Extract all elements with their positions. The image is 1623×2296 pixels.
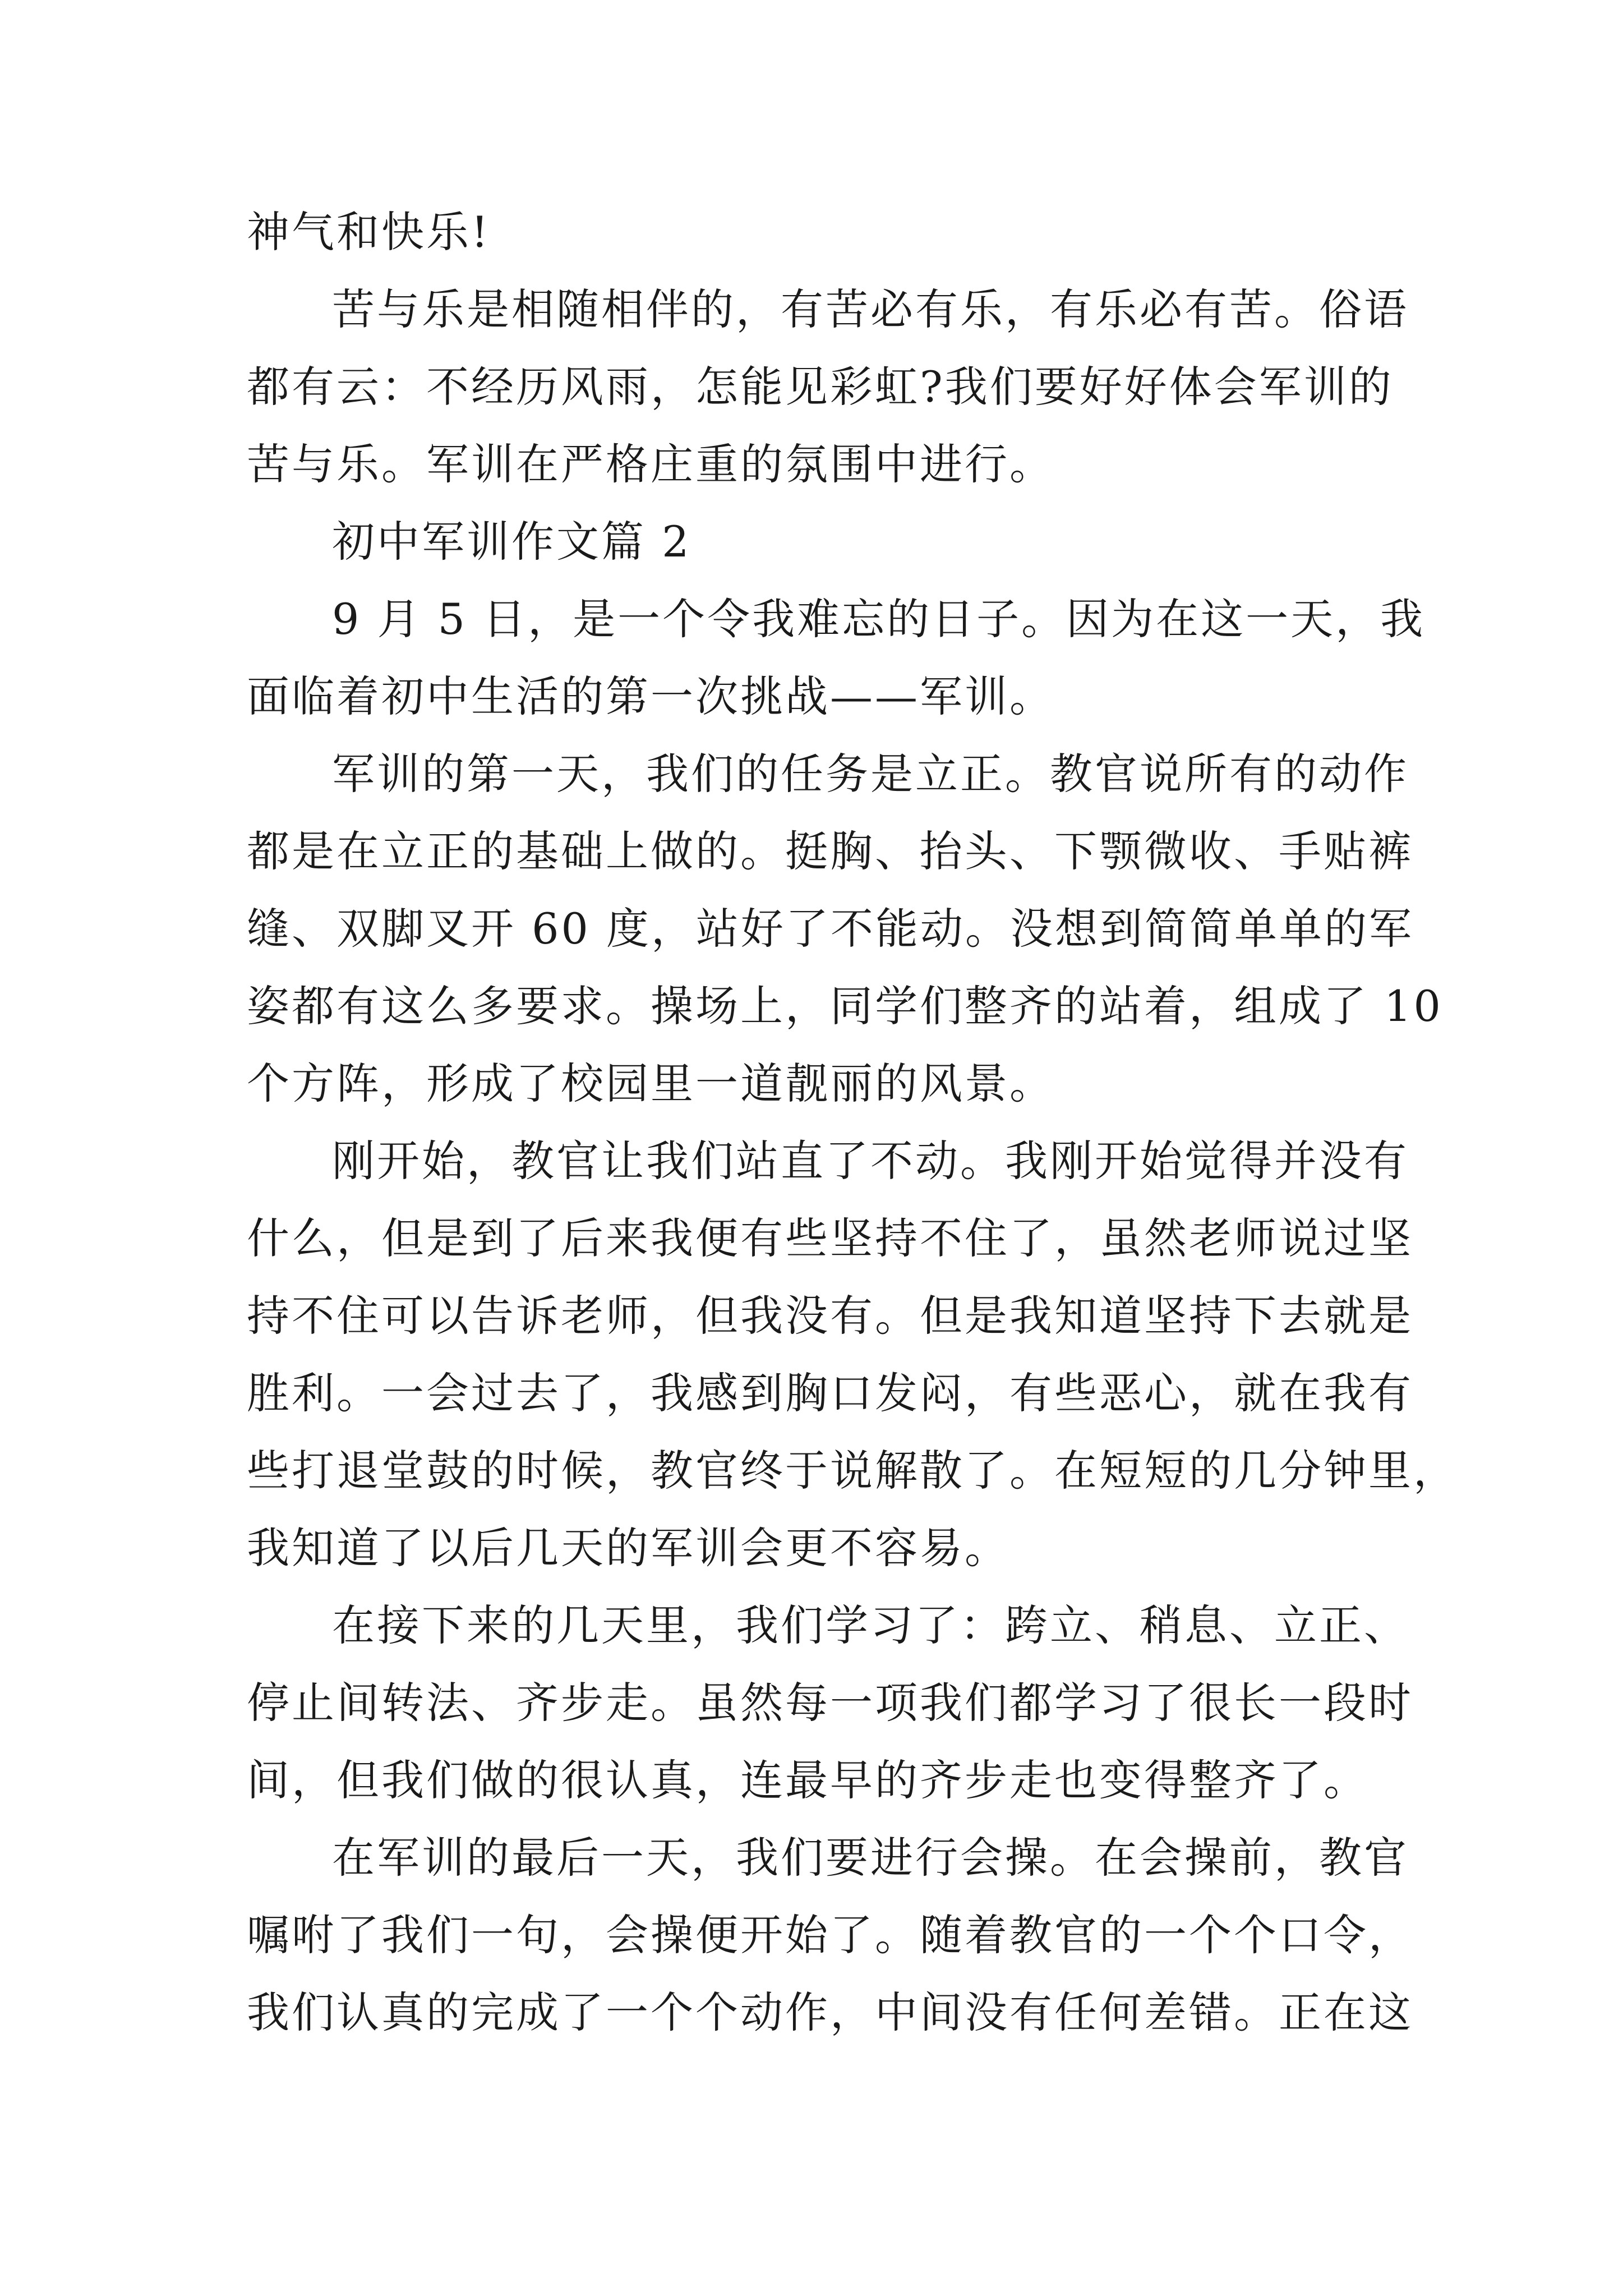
section-heading: 初中军训作文篇 2 (332, 517, 691, 567)
text-line: 胜利。一会过去了，我感到胸口发闷，有些恶心，就在我有 (247, 1368, 1413, 1418)
paragraph-first-line: 苦与乐是相随相伴的，有苦必有乐，有乐必有苦。俗语 (332, 284, 1409, 334)
text-line: 都有云：不经历风雨，怎能见彩虹?我们要好好体会军训的 (247, 362, 1394, 412)
body-text (247, 194, 1458, 2051)
text-line: 持不住可以告诉老师，但我没有。但是我知道坚持下去就是 (247, 1291, 1413, 1341)
text-line: 我们认真的完成了一个个动作，中间没有任何差错。正在这 (247, 1987, 1413, 2037)
paragraph-first-line: 在接下来的几天里，我们学习了：跨立、稍息、立正、 (332, 1600, 1409, 1650)
paragraph-first-line: 在军训的最后一天，我们要进行会操。在会操前，教官 (332, 1833, 1409, 1883)
text-line: 苦与乐。军训在严格庄重的氛围中进行。 (247, 439, 1054, 489)
text-line: 姿都有这么多要求。操场上，同学们整齐的站着，组成了 10 (247, 981, 1443, 1031)
paragraph-first-line: 9 月 5 日，是一个令我难忘的日子。因为在这一天，我 (332, 594, 1426, 644)
text-line: 个方阵，形成了校园里一道靓丽的风景。 (247, 1059, 1054, 1108)
text-line: 什么，但是到了后来我便有些坚持不住了，虽然老师说过坚 (247, 1213, 1413, 1263)
paragraph-first-line: 刚开始，教官让我们站直了不动。我刚开始觉得并没有 (332, 1136, 1409, 1186)
text-line: 些打退堂鼓的时候，教官终于说解散了。在短短的几分钟里， (247, 1446, 1458, 1496)
paragraph-first-line: 军训的第一天，我们的任务是立正。教官说所有的动作 (332, 749, 1409, 799)
text-line: 我知道了以后几天的军训会更不容易。 (247, 1523, 1009, 1573)
text-line: 都是在立正的基础上做的。挺胸、抬头、下颚微收、手贴裤 (247, 826, 1413, 876)
text-line: 神气和快乐! (247, 207, 491, 257)
text-line: 面临着初中生活的第一次挑战——军训。 (247, 671, 1054, 721)
text-line: 缝、双脚叉开 60 度，站好了不能动。没想到简简单单的军 (247, 904, 1414, 954)
text-line: 嘱咐了我们一句，会操便开始了。随着教官的一个个口令， (247, 1910, 1413, 1960)
text-line: 停止间转法、齐步走。虽然每一项我们都学习了很长一段时 (247, 1678, 1413, 1728)
text-line: 间，但我们做的很认真，连最早的齐步走也变得整齐了。 (247, 1755, 1368, 1805)
